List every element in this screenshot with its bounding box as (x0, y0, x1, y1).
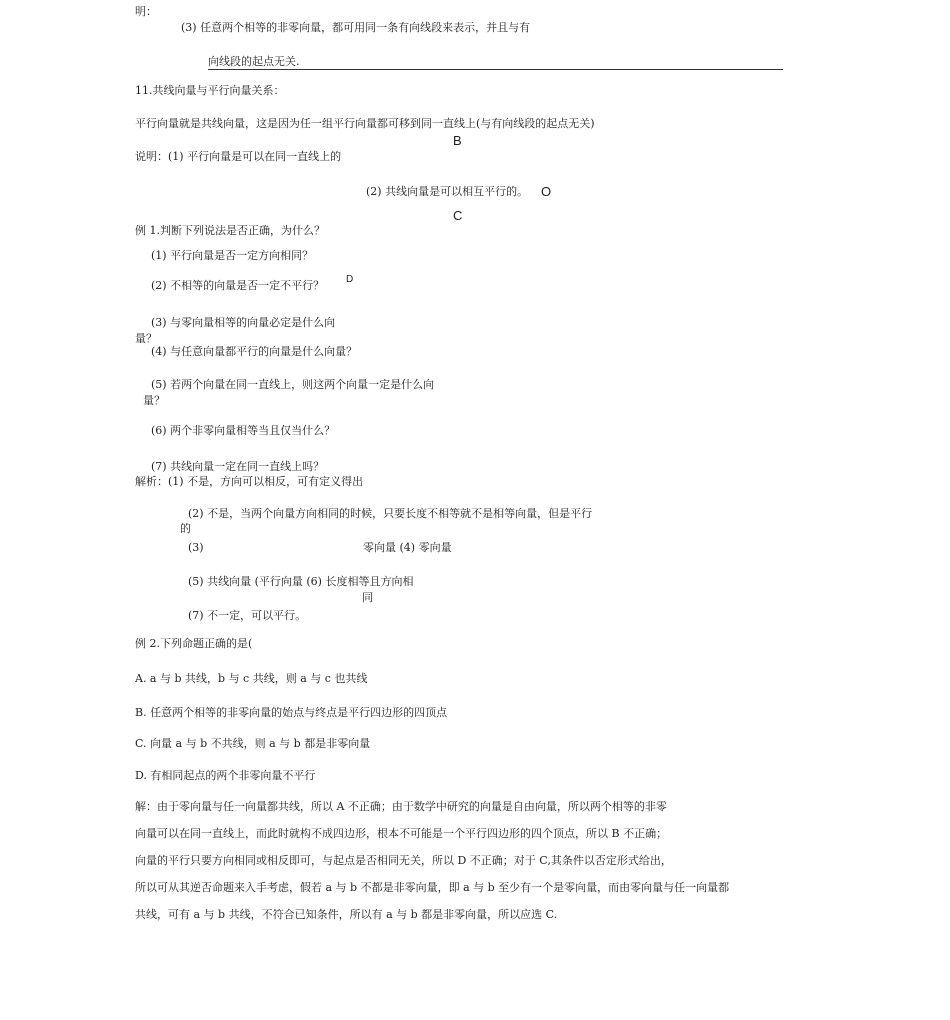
answer-2-line1: (2) 不是，当两个向量方向相同的时候，只要长度不相等就不是相等向量，但是平行 (188, 507, 593, 520)
example-1-q2: (2) 不相等的向量是否一定不平行？ (151, 279, 325, 292)
answer-3-4-text: 零向量 (4) 零向量 (363, 541, 452, 554)
answer-1: 解析：(1) 不是，方向可以相反，可有定义得出 (135, 475, 364, 488)
answer-3-label: (3) (188, 541, 204, 554)
example-1-q7: (7) 共线向量一定在同一直线上吗？ (151, 460, 325, 473)
top-fragment: 明： (135, 5, 157, 18)
example-2-title: 例 2.下列命题正确的是( (135, 637, 253, 650)
example-1-title: 例 1.判断下列说法是否正确，为什么？ (135, 224, 325, 237)
section-11-body: 平行向量就是共线向量，这是因为任一组平行向量都可移到同一直线上(与有向线段的起点无关) (135, 117, 595, 130)
figure-label-b: B (453, 133, 462, 148)
example-1-q6: (6) 两个非零向量相等当且仅当什么？ (151, 424, 336, 437)
solution-line-1: 解：由于零向量与任一向量都共线，所以 A 不正确；由于数学中研究的向量是自由向量，所以两个相等的非零 (135, 800, 667, 813)
answer-2-line2: 的 (180, 522, 191, 535)
option-c: C. 向量 a 与 b 不共线，则 a 与 b 都是非零向量 (135, 737, 371, 750)
answer-6-continued: 同 (362, 591, 373, 604)
example-1-q4: (4) 与任意向量都平行的向量是什么向量？ (151, 345, 358, 358)
option-b: B. 任意两个相等的非零向量的始点与终点是平行四边形的四顶点 (135, 706, 448, 719)
example-1-q1: (1) 平行向量是否一定方向相同？ (151, 249, 314, 262)
example-1-q5-line2: 量？ (143, 394, 165, 407)
example-1-q3-line1: (3) 与零向量相等的向量必定是什么向 (151, 316, 336, 329)
example-1-q5-line1: (5) 若两个向量在同一直线上，则这两个向量一定是什么向 (151, 378, 435, 391)
example-1-q3-line2: 量？ (135, 332, 157, 345)
solution-line-3: 向量的平行只要方向相同或相反即可，与起点是否相同无关，所以 D 不正确；对于 C,其条件以否定形式给出， (135, 854, 672, 867)
solution-line-5: 共线，可有 a 与 b 共线，不符合已知条件，所以有 a 与 b 都是非零向量，所以应选 C. (135, 908, 558, 921)
section-11-title: 11.共线向量与平行向量关系： (135, 84, 285, 97)
underline-rule (208, 69, 783, 70)
solution-line-2: 向量可以在同一直线上，而此时就构不成四边形，根本不可能是一个平行四边形的四个顶点，所以 B 不正确； (135, 827, 668, 840)
option-a: A. a 与 b 共线，b 与 c 共线，则 a 与 c 也共线 (135, 672, 368, 685)
solution-line-4: 所以可从其逆否命题来入手考虑，假若 a 与 b 不都是非零向量，即 a 与 b 至少有一个是零向量，而由零向量与任一向量都 (135, 881, 730, 894)
option-d: D. 有相同起点的两个非零向量不平行 (135, 769, 316, 782)
explain-2: (2) 共线向量是可以相互平行的。 (366, 185, 529, 198)
figure-label-c: C (453, 208, 463, 223)
note3-line2: 向线段的起点无关. (208, 55, 300, 68)
explain-1: 说明：(1) 平行向量是可以在同一直线上的 (135, 150, 342, 163)
figure-label-d: D (346, 274, 354, 285)
note3-line1: (3) 任意两个相等的非零向量，都可用同一条有向线段来表示，并且与有 (181, 21, 531, 34)
answer-7: (7) 不一定，可以平行。 (188, 609, 307, 622)
figure-label-o: O (541, 184, 552, 199)
answer-5: (5) 共线向量 (平行向量 (6) 长度相等且方向相 (188, 575, 414, 588)
